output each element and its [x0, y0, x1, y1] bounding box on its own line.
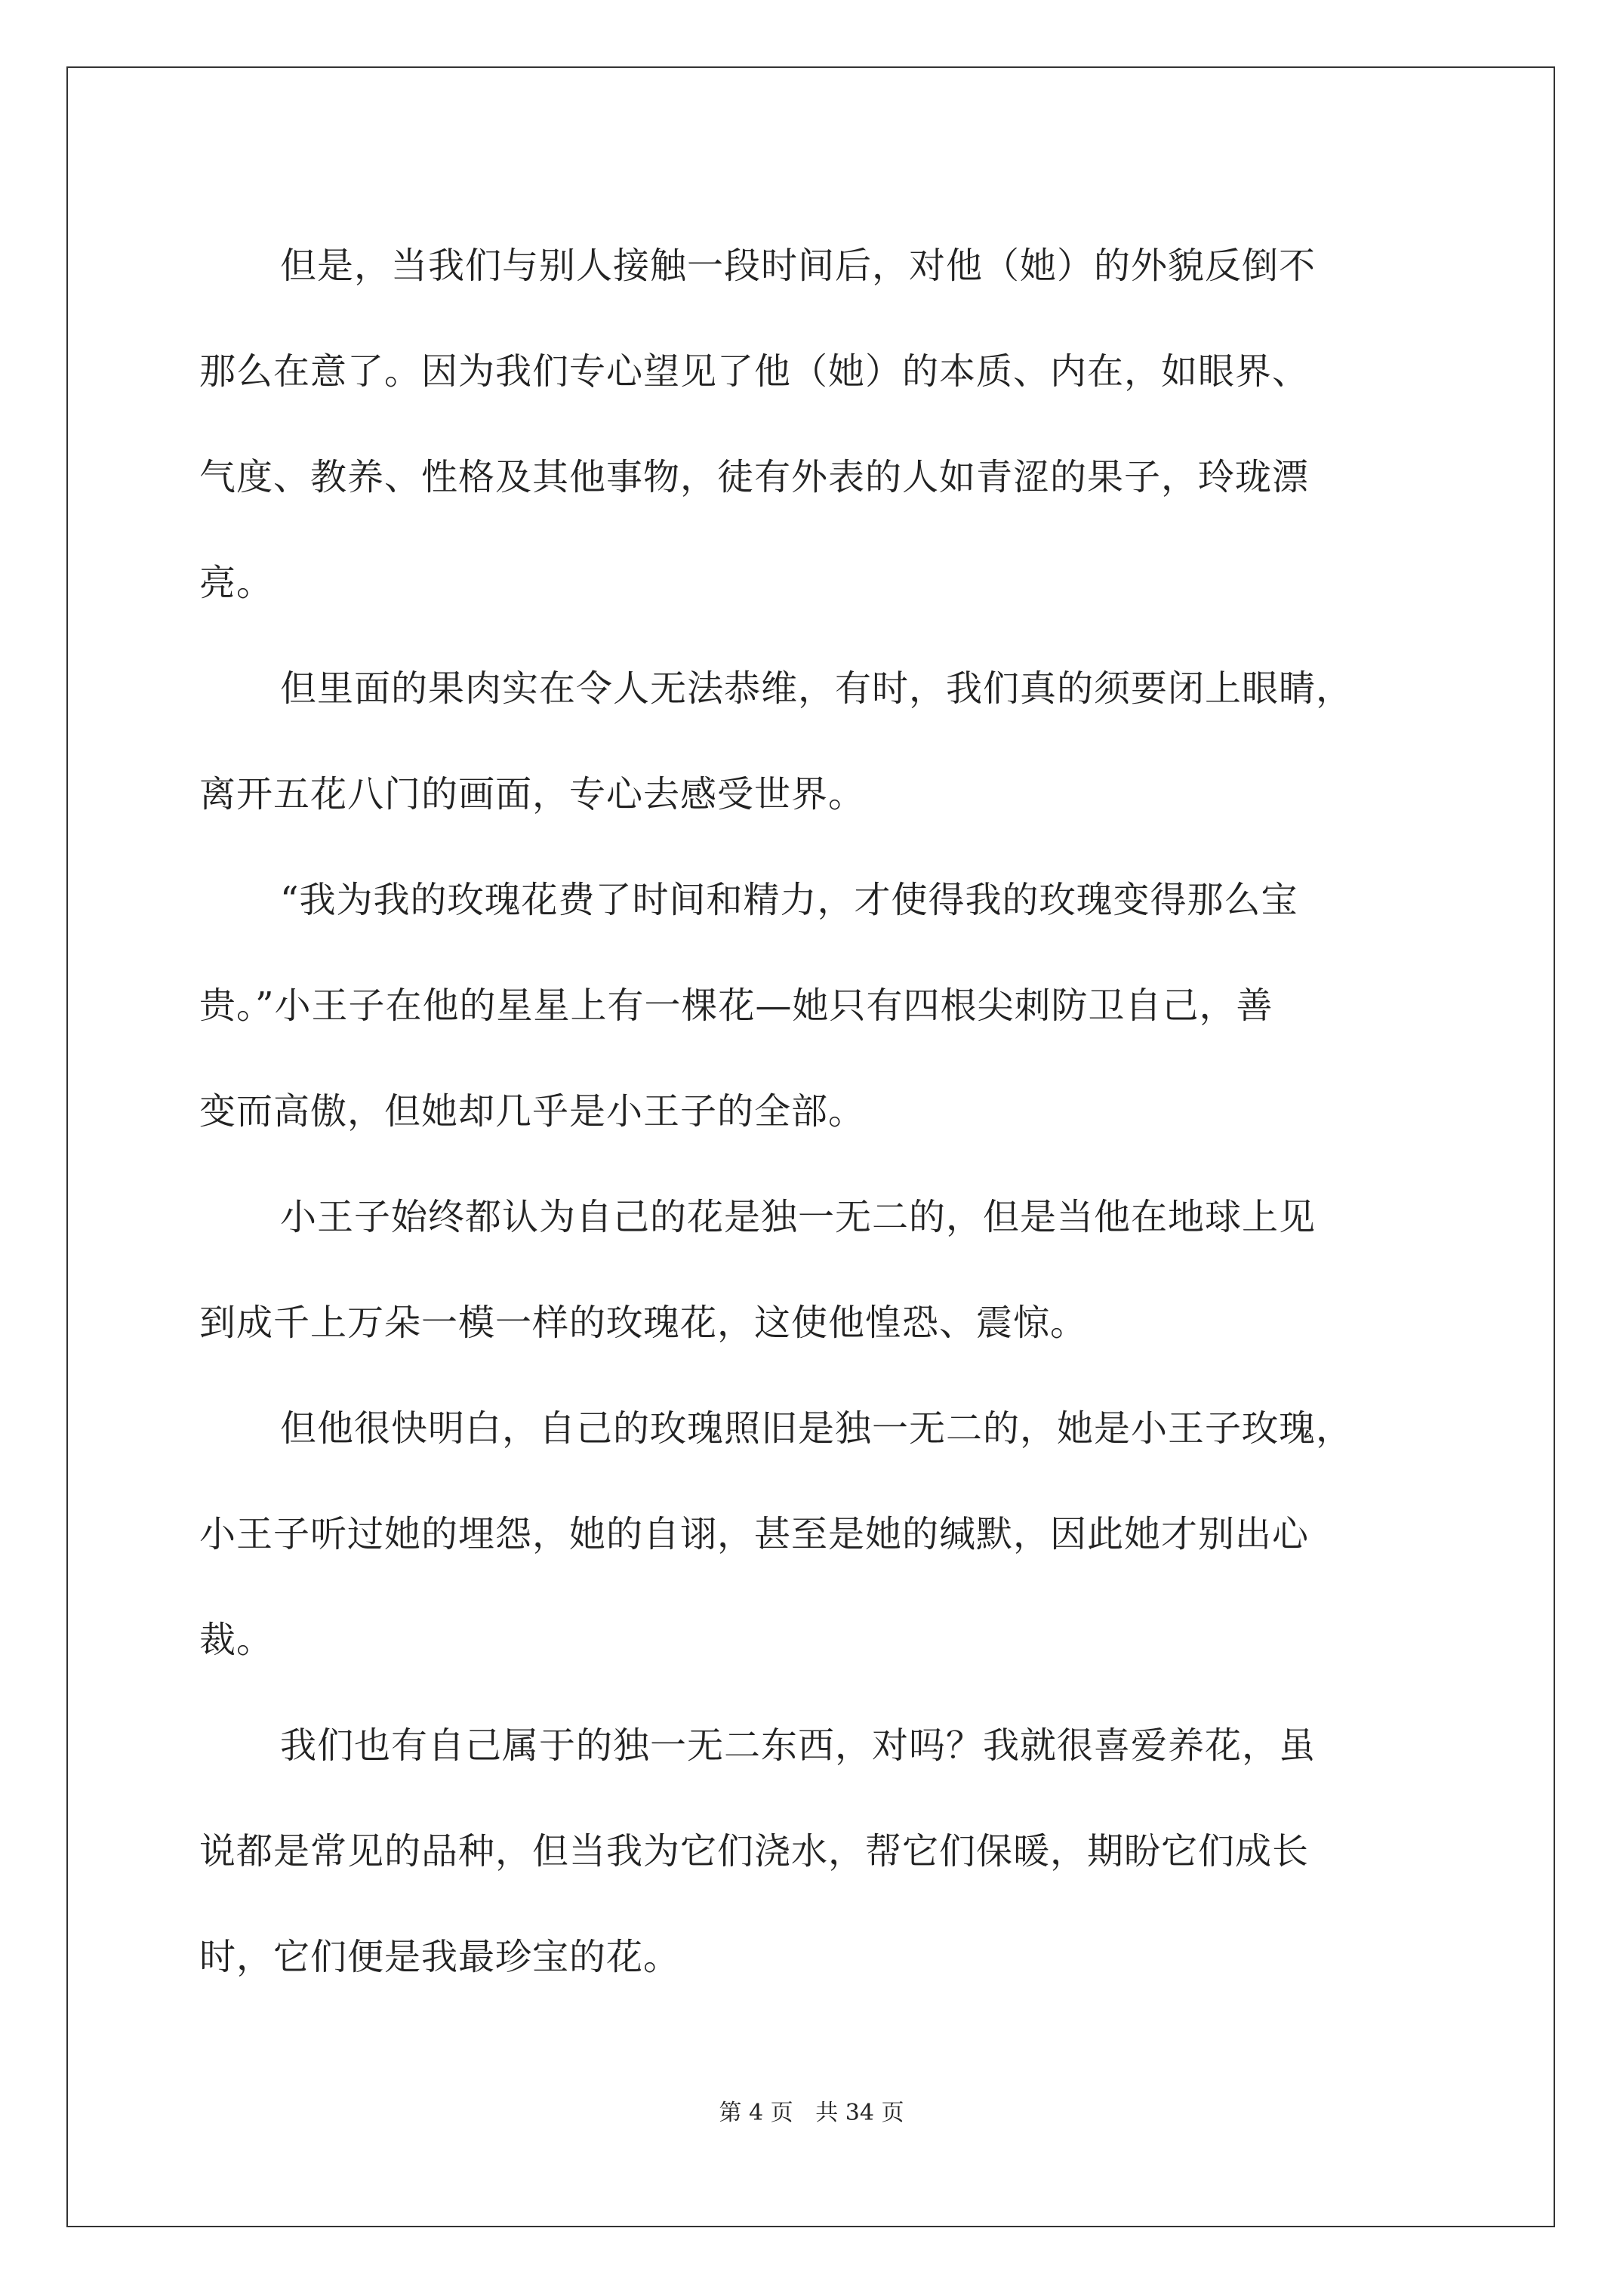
text-line: 变而高傲，但她却几乎是小王子的全部。: [199, 1090, 866, 1133]
page-total: 共 34 页: [815, 2100, 904, 2126]
page-number: 第 4 页: [719, 2100, 793, 2126]
text-line: 气度、教养、性格及其他事物，徒有外表的人如青涩的果子，玲珑漂: [199, 456, 1310, 498]
paragraph-4: [199, 1164, 1437, 1376]
text-line: 时，它们便是我最珍宝的花。: [199, 1936, 681, 1978]
text-line: 亮。: [199, 562, 274, 604]
text-line: “我为我的玫瑰花费了时间和精力，才使得我的玫瑰变得那么宝: [280, 879, 1298, 921]
text-line: 小王子听过她的埋怨，她的自诩，甚至是她的缄默，因此她才别出心: [199, 1513, 1310, 1555]
paragraph-6: [199, 1693, 1437, 2010]
text-line: 小王子始终都认为自己的花是独一无二的，但是当他在地球上见: [280, 1196, 1317, 1238]
document-body: [199, 213, 1437, 2010]
text-line: 说都是常见的品种，但当我为它们浇水，帮它们保暖，期盼它们成长: [199, 1830, 1310, 1872]
text-line: 我们也有自己属于的独一无二东西，对吗？我就很喜爱养花，虽: [280, 1724, 1317, 1767]
text-line: 贵。”小王子在他的星星上有一棵花—她只有四根尖刺防卫自己，善: [199, 985, 1273, 1027]
text-line: 到成千上万朵一模一样的玫瑰花，这使他惶恐、震惊。: [199, 1302, 1088, 1344]
text-line: 离开五花八门的画面，专心去感受世界。: [199, 773, 866, 815]
text-line: 但是，当我们与别人接触一段时间后，对他（她）的外貌反倒不: [280, 245, 1317, 287]
text-line: 但他很快明白，自己的玫瑰照旧是独一无二的，她是小王子玫瑰，: [280, 1407, 1354, 1450]
paragraph-2: [199, 636, 1437, 847]
paragraph-1: [199, 213, 1437, 636]
text-line: 那么在意了。因为我们专心望见了他（她）的本质、内在，如眼界、: [199, 350, 1310, 393]
page-footer: [0, 2098, 1623, 2128]
paragraph-3: [199, 847, 1437, 1164]
paragraph-5: [199, 1376, 1437, 1693]
text-line: 裁。: [199, 1619, 274, 1661]
text-line: 但里面的果肉实在令人无法恭维，有时，我们真的须要闭上眼睛，: [280, 667, 1354, 710]
